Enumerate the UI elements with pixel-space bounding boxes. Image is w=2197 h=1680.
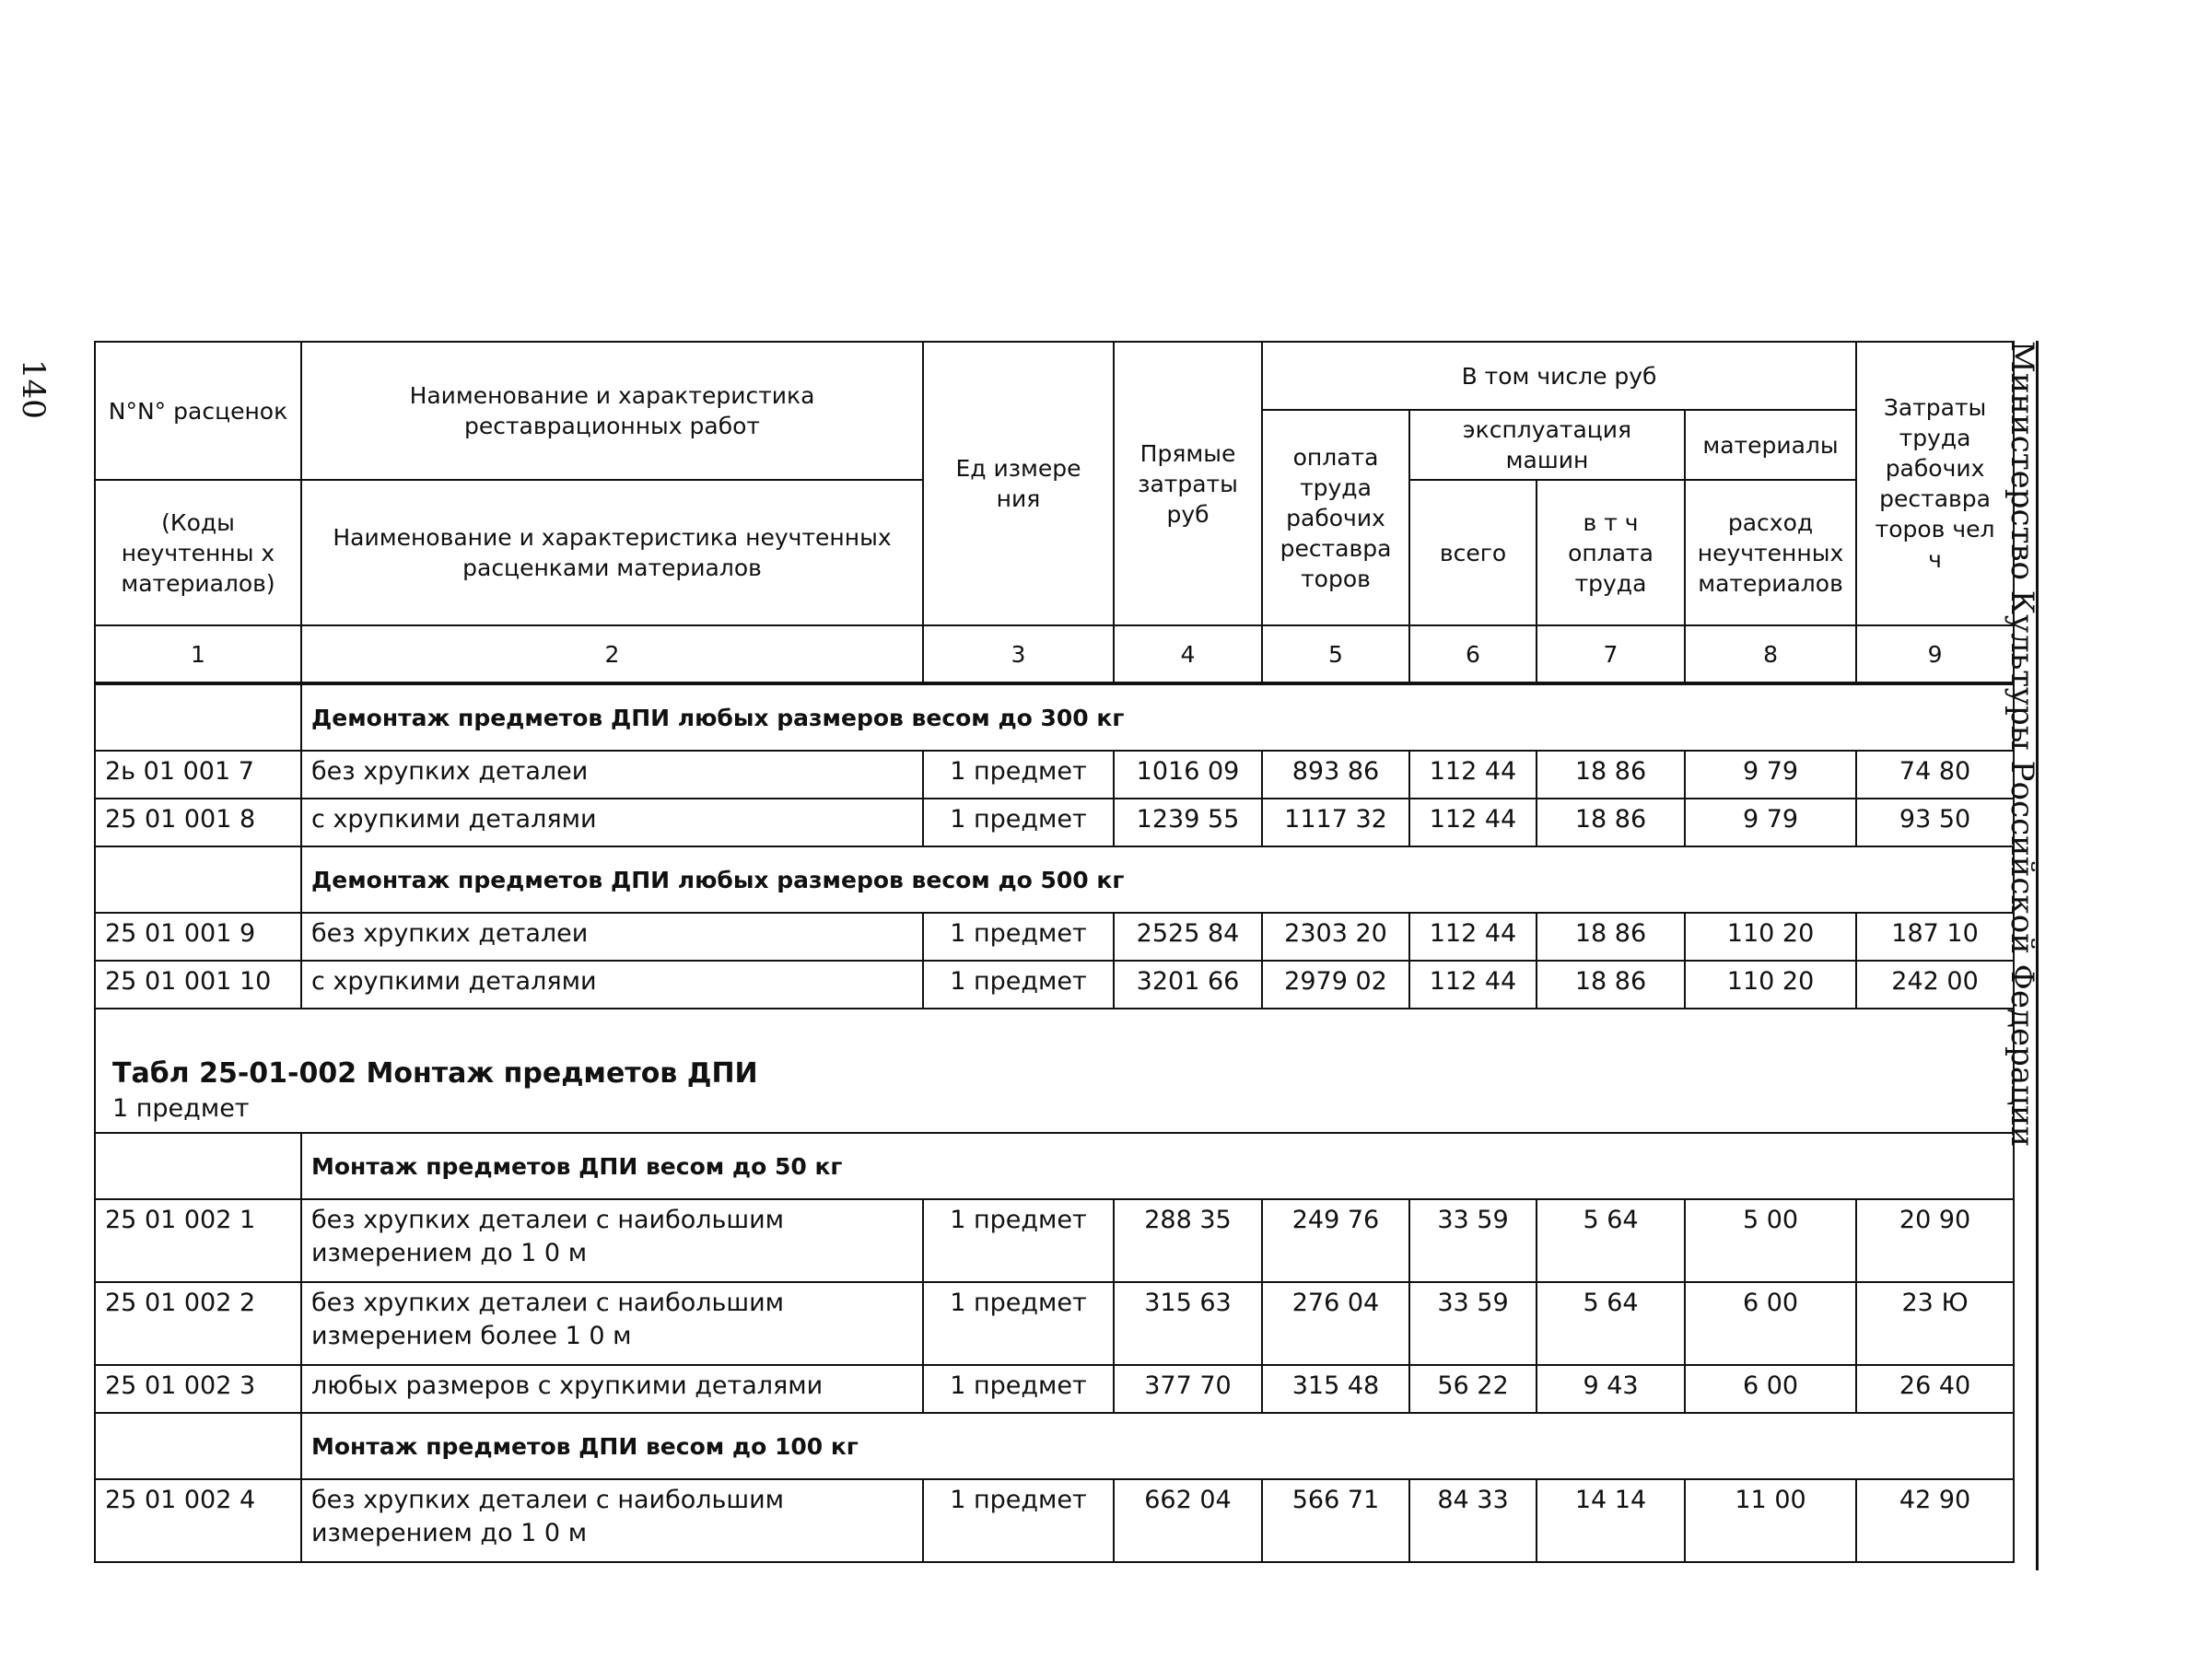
unit: 1 предмет <box>923 961 1114 1009</box>
table-row <box>95 1365 2014 1413</box>
machines-total: 112 44 <box>1409 799 1537 846</box>
direct-costs: 1016 09 <box>1114 751 1262 799</box>
direct-costs: 288 35 <box>1114 1199 1262 1282</box>
header-direct-costs: Прямые затраты руб <box>1114 342 1262 625</box>
materials: 11 00 <box>1685 1479 1856 1562</box>
labor-hours: 23 Ю <box>1856 1282 2014 1365</box>
rate-code: 25 01 002 2 <box>95 1282 301 1365</box>
header-machines-labor: в т ч оплата труда <box>1537 480 1685 625</box>
price-table <box>94 341 2015 1563</box>
rate-code: 25 01 001 9 <box>95 913 301 961</box>
labor-hours: 42 90 <box>1856 1479 2014 1562</box>
labor-hours: 242 00 <box>1856 961 2014 1009</box>
column-number: 2 <box>301 625 923 683</box>
header-machines-total: всего <box>1409 480 1537 625</box>
table-title: Табл 25-01-002 Монтаж предметов ДПИ <box>112 1057 758 1090</box>
section-row <box>95 683 2014 751</box>
unit: 1 предмет <box>923 1365 1114 1413</box>
section-row <box>95 1413 2014 1479</box>
column-number: 8 <box>1685 625 1856 683</box>
header-labor-pay: оплата труда рабочих реставра торов <box>1262 410 1409 625</box>
machines-total: 33 59 <box>1409 1282 1537 1365</box>
materials: 110 20 <box>1685 913 1856 961</box>
table-row <box>95 799 2014 846</box>
machines-labor: 9 43 <box>1537 1365 1685 1413</box>
rate-code: 25 01 001 10 <box>95 961 301 1009</box>
work-name: без хрупких деталеи <box>301 751 923 799</box>
machines-labor: 14 14 <box>1537 1479 1685 1562</box>
section-title: Монтаж предметов ДПИ весом до 50 кг <box>301 1133 2014 1199</box>
rate-code: 25 01 002 1 <box>95 1199 301 1282</box>
table-header <box>95 342 2014 683</box>
materials: 5 00 <box>1685 1199 1856 1282</box>
table-row <box>95 1199 2014 1282</box>
page-number: 140 <box>15 359 52 419</box>
machines-total: 112 44 <box>1409 751 1537 799</box>
header-unit: Ед измере ния <box>923 342 1114 625</box>
labor-pay: 2303 20 <box>1262 913 1409 961</box>
machines-total: 84 33 <box>1409 1479 1537 1562</box>
labor-pay: 276 04 <box>1262 1282 1409 1365</box>
header-machines: эксплуатация машин <box>1409 410 1685 480</box>
section-title: Демонтаж предметов ДПИ любых размеров весом до 500 кг <box>301 846 2014 913</box>
labor-hours: 26 40 <box>1856 1365 2014 1413</box>
machines-labor: 18 86 <box>1537 961 1685 1009</box>
unit: 1 предмет <box>923 913 1114 961</box>
machines-total: 56 22 <box>1409 1365 1537 1413</box>
column-number: 5 <box>1262 625 1409 683</box>
unit: 1 предмет <box>923 1479 1114 1562</box>
labor-pay: 893 86 <box>1262 751 1409 799</box>
work-name: без хрупких деталеи <box>301 913 923 961</box>
rate-code: 2ь 01 001 7 <box>95 751 301 799</box>
unit: 1 предмет <box>923 751 1114 799</box>
labor-pay: 1117 32 <box>1262 799 1409 846</box>
labor-hours: 93 50 <box>1856 799 2014 846</box>
labor-hours: 187 10 <box>1856 913 2014 961</box>
section-code-cell <box>95 683 301 751</box>
direct-costs: 315 63 <box>1114 1282 1262 1365</box>
header-material-names: Наименование и характеристика неучтенных расценками материалов <box>301 480 923 625</box>
machines-labor: 5 64 <box>1537 1282 1685 1365</box>
column-number: 9 <box>1856 625 2014 683</box>
direct-costs: 1239 55 <box>1114 799 1262 846</box>
section-code-cell <box>95 846 301 913</box>
work-name: без хрупких деталеи с наибольшим измерением до 1 0 м <box>301 1199 923 1282</box>
column-number: 6 <box>1409 625 1537 683</box>
work-name: любых размеров с хрупкими деталями <box>301 1365 923 1413</box>
header-rate-number: N°N° расценок <box>95 342 301 480</box>
table-row <box>95 913 2014 961</box>
work-name: без хрупких деталеи с наибольшим измерением более 1 0 м <box>301 1282 923 1365</box>
column-number: 7 <box>1537 625 1685 683</box>
section-row <box>95 846 2014 913</box>
machines-total: 112 44 <box>1409 961 1537 1009</box>
materials: 6 00 <box>1685 1282 1856 1365</box>
section-code-cell <box>95 1133 301 1199</box>
column-number: 1 <box>95 625 301 683</box>
direct-costs: 2525 84 <box>1114 913 1262 961</box>
unit: 1 предмет <box>923 799 1114 846</box>
section-title: Демонтаж предметов ДПИ любых размеров весом до 300 кг <box>301 683 2014 751</box>
header-materials: материалы <box>1685 410 1856 480</box>
section-title: Монтаж предметов ДПИ весом до 100 кг <box>301 1413 2014 1479</box>
header-material-codes: (Коды неучтенны х материалов) <box>95 480 301 625</box>
rate-code: 25 01 002 4 <box>95 1479 301 1562</box>
machines-labor: 5 64 <box>1537 1199 1685 1282</box>
ministry-title: Министерство Культуры Российской Федерации <box>2004 341 2040 1148</box>
labor-hours: 20 90 <box>1856 1199 2014 1282</box>
rate-code: 25 01 001 8 <box>95 799 301 846</box>
header-work-name: Наименование и характеристика реставрационных работ <box>301 342 923 480</box>
labor-pay: 2979 02 <box>1262 961 1409 1009</box>
labor-pay: 315 48 <box>1262 1365 1409 1413</box>
direct-costs: 3201 66 <box>1114 961 1262 1009</box>
table-row <box>95 1479 2014 1562</box>
work-name: с хрупкими деталями <box>301 961 923 1009</box>
unit: 1 предмет <box>923 1199 1114 1282</box>
machines-labor: 18 86 <box>1537 751 1685 799</box>
section-code-cell <box>95 1413 301 1479</box>
rate-code: 25 01 002 3 <box>95 1365 301 1413</box>
table-body <box>95 683 2014 1562</box>
column-number: 3 <box>923 625 1114 683</box>
table-row <box>95 961 2014 1009</box>
table-row <box>95 751 2014 799</box>
labor-pay: 249 76 <box>1262 1199 1409 1282</box>
machines-total: 112 44 <box>1409 913 1537 961</box>
table-title-row <box>95 1009 2014 1133</box>
direct-costs: 377 70 <box>1114 1365 1262 1413</box>
materials: 9 79 <box>1685 799 1856 846</box>
section-row <box>95 1133 2014 1199</box>
header-including: В том числе руб <box>1262 342 1856 410</box>
header-labor-hours: Затраты труда рабочих реставра торов чел ч <box>1856 342 2014 625</box>
materials: 110 20 <box>1685 961 1856 1009</box>
table-row <box>95 1282 2014 1365</box>
table-unit-subtitle: 1 предмет <box>112 1093 250 1123</box>
column-number: 4 <box>1114 625 1262 683</box>
table-title-cell <box>95 1009 2014 1133</box>
machines-labor: 18 86 <box>1537 799 1685 846</box>
header-material-consumption: расход неучтенных материалов <box>1685 480 1856 625</box>
machines-total: 33 59 <box>1409 1199 1537 1282</box>
work-name: с хрупкими деталями <box>301 799 923 846</box>
materials: 6 00 <box>1685 1365 1856 1413</box>
work-name: без хрупких деталеи с наибольшим измерением до 1 0 м <box>301 1479 923 1562</box>
labor-pay: 566 71 <box>1262 1479 1409 1562</box>
column-number-row <box>95 625 2014 683</box>
labor-hours: 74 80 <box>1856 751 2014 799</box>
unit: 1 предмет <box>923 1282 1114 1365</box>
machines-labor: 18 86 <box>1537 913 1685 961</box>
materials: 9 79 <box>1685 751 1856 799</box>
direct-costs: 662 04 <box>1114 1479 1262 1562</box>
